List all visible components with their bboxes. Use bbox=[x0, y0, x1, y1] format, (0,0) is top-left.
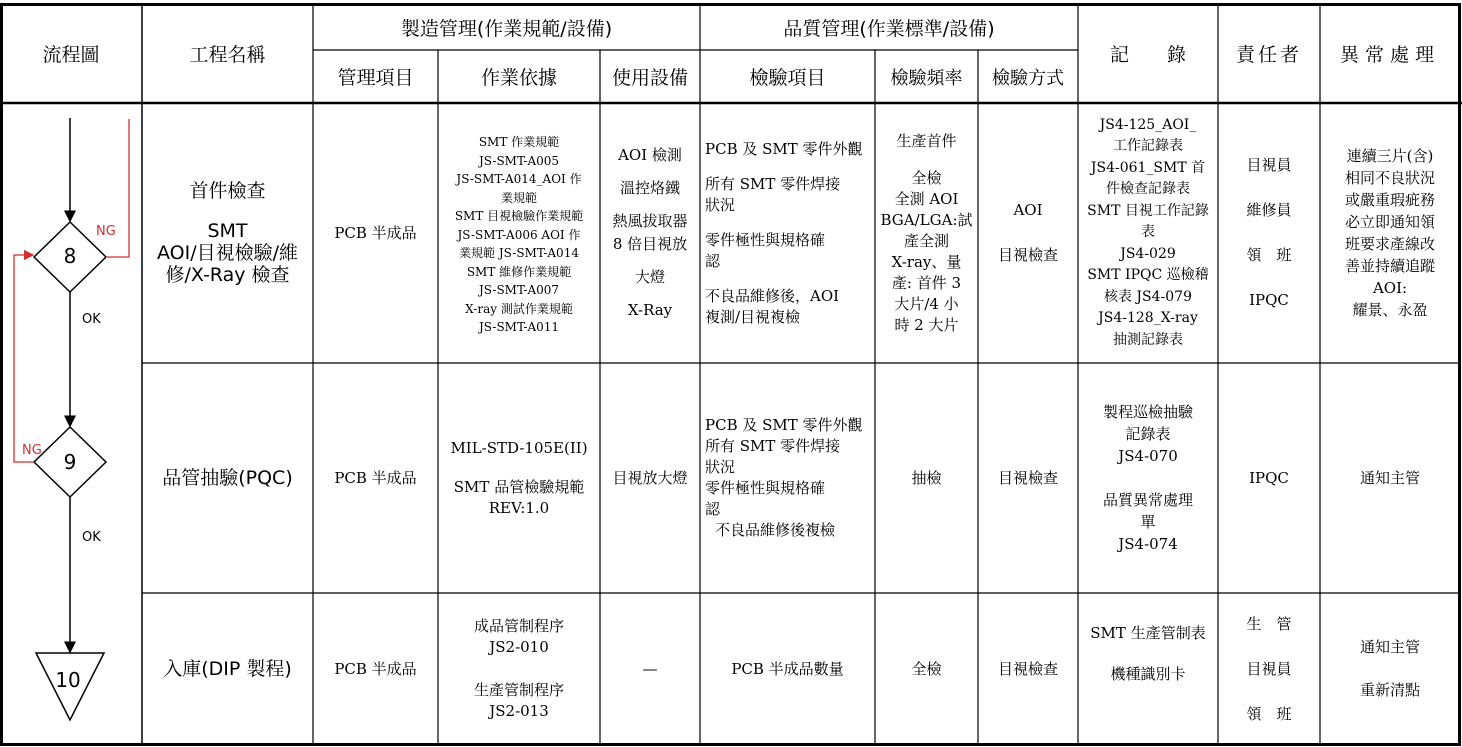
header-inspect-item: 檢驗項目 bbox=[749, 67, 826, 89]
node-8-label: 8 bbox=[63, 244, 77, 268]
header-mfg-group: 製造管理(作業規範/設備) bbox=[400, 17, 613, 40]
row1-process-name: 首件檢查 SMT AOI/目視檢驗/維 修/X-Ray 檢查 bbox=[156, 180, 299, 286]
row2-equipment: 目視放大燈 bbox=[612, 468, 688, 487]
row3-work-basis: 成品管制程序 JS2-010 生產管制程序 JS2-013 bbox=[473, 617, 564, 720]
row1-inspect-freq: 生產首件 全檢 全測 AOI BGA/LGA:試 產全測 X-ray、量 產: 首件 3 大片/4 小 時 2 大片 bbox=[880, 131, 973, 334]
header-qc-group: 品質管理(作業標準/設備) bbox=[783, 17, 995, 40]
header-inspect-method: 檢驗方式 bbox=[992, 67, 1064, 89]
ng-label-9: NG bbox=[22, 443, 42, 458]
header-work-basis: 作業依據 bbox=[480, 67, 557, 89]
ok-label-8: OK bbox=[82, 312, 101, 327]
row3-abnormal: 通知主管 重新清點 bbox=[1359, 638, 1420, 699]
header-mgmt-item: 管理項目 bbox=[337, 67, 414, 89]
row2-inspect-item: PCB 及 SMT 零件外觀 所有 SMT 零件焊接 狀況 零件極性與規格確 認 不良品維修後複檢 bbox=[705, 416, 863, 539]
row2-process-name: 品管抽驗(PQC) bbox=[162, 467, 293, 489]
row1-work-basis: SMT 作業規範 JS-SMT-A005 JS-SMT-A014_AOI 作 業規範 SMT 目視檢驗作業規範 JS-SMT-A006 AOI 作 業規範 JS-SMT-A014 SMT 維修作業規範 JS-SMT-A007 X-ray 測試作業規範 JS-SMT-A011 bbox=[454, 135, 584, 335]
row3-owner: 生 管 目視員 領 班 bbox=[1246, 614, 1292, 723]
row1-inspect-method: AOI 目視檢查 bbox=[997, 201, 1058, 264]
row2-abnormal: 通知主管 bbox=[1359, 468, 1420, 487]
row1-owner: 目視員 維修員 領 班 IPQC bbox=[1246, 156, 1292, 309]
row2-inspect-freq: 抽檢 bbox=[911, 468, 942, 487]
header-process-name: 工程名稱 bbox=[189, 44, 266, 66]
ok-label-9: OK bbox=[82, 530, 101, 545]
row3-equipment: — bbox=[642, 659, 658, 678]
header-equipment: 使用設備 bbox=[611, 67, 688, 89]
node-9-label: 9 bbox=[63, 450, 77, 474]
row3-process-name: 入庫(DIP 製程) bbox=[163, 658, 292, 680]
row2-work-basis: MIL-STD-105E(II) SMT 品管檢驗規範 REV:1.0 bbox=[450, 438, 588, 517]
row2-inspect-method: 目視檢查 bbox=[997, 468, 1058, 487]
row1-inspect-item: PCB 及 SMT 零件外觀 所有 SMT 零件焊接 狀況 零件極性與規格確 認 不良品維修後，AOI 複測/目視複檢 bbox=[705, 139, 863, 326]
row2-record: 製程巡檢抽驗 記錄表 JS4-070 品質異常處理 單 JS4-074 bbox=[1102, 403, 1193, 553]
row3-inspect-item: PCB 半成品數量 bbox=[731, 659, 844, 678]
node-10-label: 10 bbox=[55, 668, 81, 692]
row3-mgmt-item: PCB 半成品 bbox=[334, 659, 417, 678]
row1-equipment: AOI 檢測 溫控烙鐵 熱風拔取器 8 倍目視放 大燈 X-Ray bbox=[612, 146, 688, 319]
row3-inspect-freq: 全檢 bbox=[911, 659, 942, 678]
header-record: 記 錄 bbox=[1109, 44, 1186, 66]
ng-label-8: NG bbox=[96, 224, 116, 239]
row2-owner: IPQC bbox=[1249, 468, 1289, 487]
row3-inspect-method: 目視檢查 bbox=[997, 659, 1058, 678]
header-inspect-freq: 檢驗頻率 bbox=[890, 67, 963, 89]
row1-record: JS4-125_AOI_ 工作記錄表 JS4-061_SMT 首 件檢查記錄表 SMT 目視工作記錄 表 JS4-029 SMT IPQC 巡檢稽 核表 JS4-079 JS4-128_X-ray 抽測記錄表 bbox=[1087, 116, 1209, 348]
row3-record: SMT 生產管制表 機種識別卡 bbox=[1090, 624, 1206, 683]
header-flow: 流程圖 bbox=[42, 44, 100, 66]
ng-loop-9 bbox=[14, 255, 34, 462]
header-abnormal: 異常處理 bbox=[1339, 44, 1440, 66]
header-owner: 責任者 bbox=[1235, 44, 1302, 66]
row2-mgmt-item: PCB 半成品 bbox=[334, 468, 417, 487]
row1-mgmt-item: PCB 半成品 bbox=[334, 223, 417, 242]
row1-abnormal: 連續三片(含) 相同不良狀況 或嚴重瑕疵務 必立即通知領 班要求產線改 善並持續追蹤 AOI: 耀景、永盈 bbox=[1344, 147, 1435, 319]
flowchart bbox=[0, 103, 142, 745]
